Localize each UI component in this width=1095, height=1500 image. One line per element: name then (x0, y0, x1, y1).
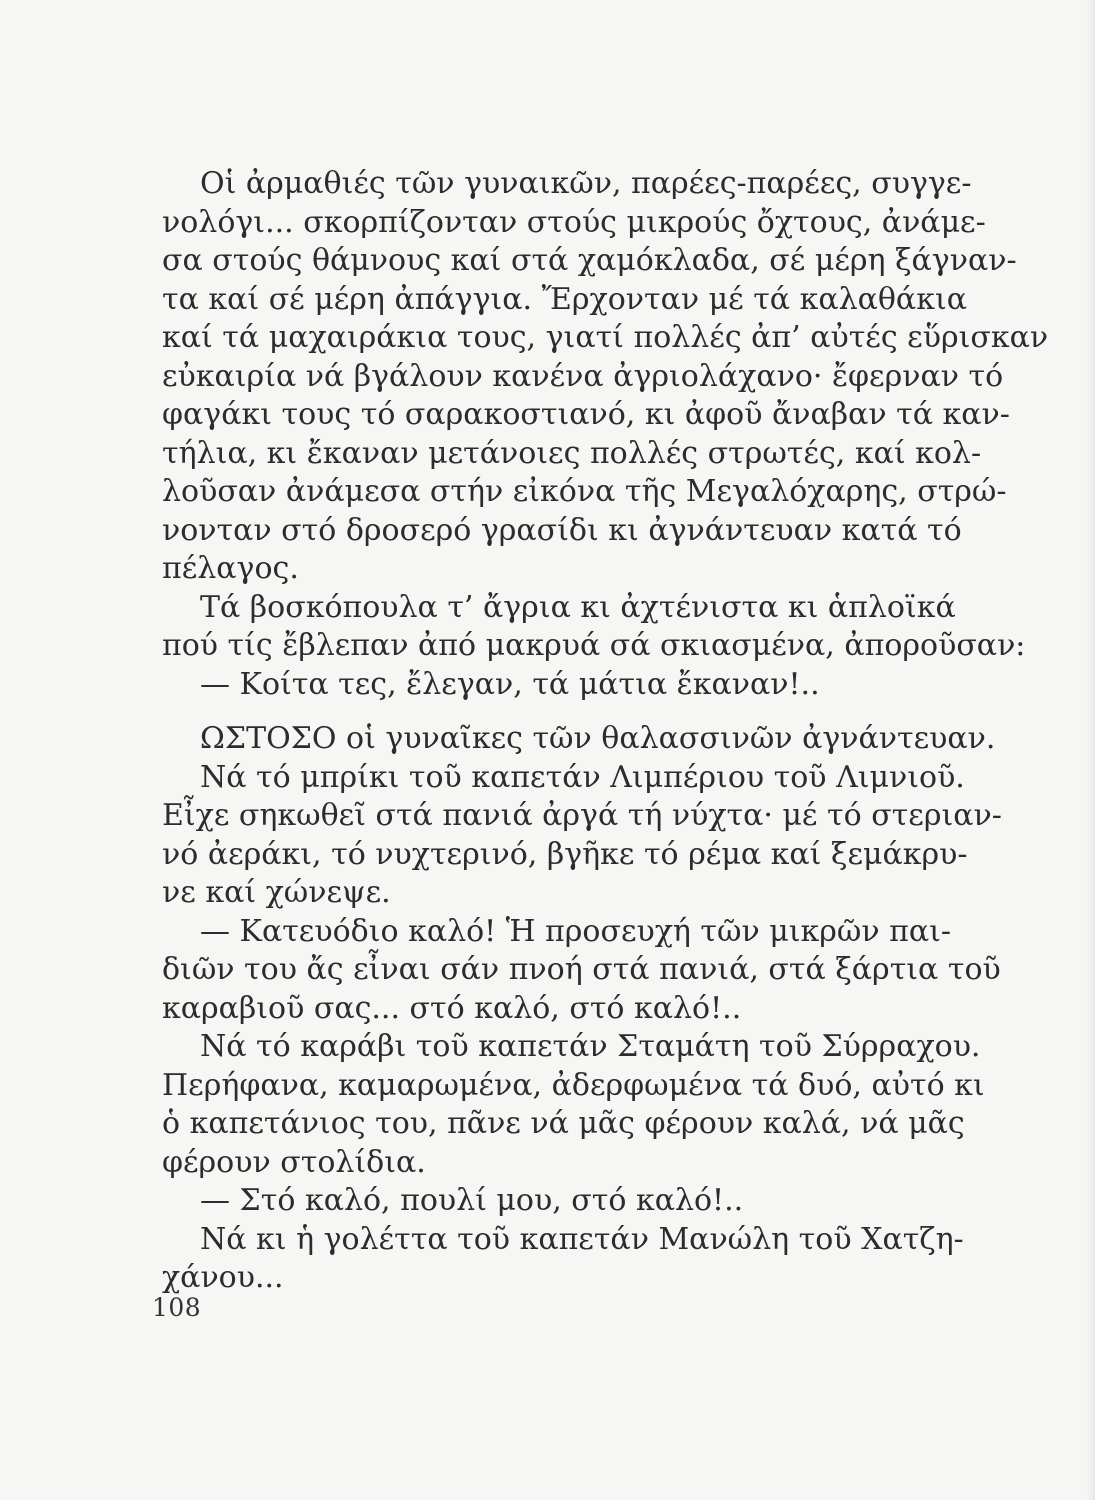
page-number: 108 (152, 1293, 202, 1322)
text-line: χάνου... (162, 1260, 284, 1295)
text-line: ὁ καπετάνιος του, πᾶνε νά μᾶς φέρουν καλά, νά μᾶς (162, 1106, 965, 1141)
text-line: Εἶχε σηκωθεῖ στά πανιά ἀργά τή νύχτα· μέ τό στεριαν- (162, 798, 1002, 833)
page-edge-shadow (1087, 0, 1095, 1500)
text-line: φαγάκι τους τό σαρακοστιανό, κι ἀφοῦ ἄναβαν τά καν- (162, 397, 1010, 432)
text-line: τήλια, κι ἔκαναν μετάνοιες πολλές στρωτές, καί κολ- (162, 435, 982, 471)
text-line: νό ἀεράκι, τό νυχτερινό, βγῆκε τό ρέμα καί ξεμάκρυ- (162, 836, 968, 872)
text-block-lower (162, 720, 1002, 1298)
text-line: πέλαγος. (162, 551, 299, 586)
text-line: νονταν στό δροσερό γρασίδι κι ἀγνάντευαν κατά τό (162, 512, 962, 548)
text-line: σα στούς θάμνους καί στά χαμόκλαδα, σέ μέρη ξάγναν- (162, 243, 1017, 278)
text-line: εὐκαιρία νά βγάλουν κανένα ἀγριολάχανο· ἔφερναν τό (162, 358, 1004, 394)
text-line: καί τά μαχαιράκια τους, γιατί πολλές ἀπ’ αὐτές εὕρισκαν (162, 320, 1049, 355)
text-block-upper (162, 165, 1049, 704)
text-line: φέρουν στολίδια. (162, 1144, 426, 1180)
text-line: Περήφανα, καμαρωμένα, ἀδερφωμένα τά δυό, αὐτό κι (162, 1067, 985, 1103)
text-line: λοῦσαν ἀνάμεσα στήν εἰκόνα τῆς Μεγαλόχαρης, στρώ- (162, 474, 1007, 509)
dialogue-line: — Κοίτα τες, ἔλεγαν, τά μάτια ἔκαναν!.. (200, 666, 820, 702)
text-line: νολόγι... σκορπίζονταν στούς μικρούς ὄχτους, ἀνάμε- (162, 204, 986, 240)
text-line: Νά κι ἡ γολέττα τοῦ καπετάν Μανώλη τοῦ Χατζη- (200, 1221, 964, 1257)
text-line: Οἱ ἀρμαθιές τῶν γυναικῶν, παρέες-παρέες, συγγε- (200, 166, 972, 201)
text-line: τα καί σέ μέρη ἀπάγγια. Ἔρχονταν μέ τά καλαθάκια (162, 281, 967, 317)
dialogue-line: — Στό καλό, πουλί μου, στό καλό!.. (200, 1183, 744, 1218)
text-line: Νά τό καράβι τοῦ καπετάν Σταμάτη τοῦ Σύρραχου. (200, 1029, 981, 1064)
dialogue-line: διῶν του ἄς εἶναι σάν πνοή στά πανιά, στά ξάρτια τοῦ (162, 952, 1001, 987)
text-line: Τά βοσκόπουλα τ’ ἄγρια κι ἀχτένιστα κι ἁπλοϊκά (200, 589, 956, 625)
dialogue-line: καραβιοῦ σας... στό καλό, στό καλό!.. (162, 990, 742, 1026)
text-line: νε καί χώνεψε. (162, 875, 391, 910)
text-line: Νά τό μπρίκι τοῦ καπετάν Λιμπέριου τοῦ Λιμνιοῦ. (200, 759, 965, 795)
text-line: πού τίς ἔβλεπαν ἀπό μακρυά σά σκιασμένα, ἀποροῦσαν: (162, 628, 1026, 663)
dialogue-line: — Κατευόδιο καλό! Ἡ προσευχή τῶν μικρῶν παι- (200, 913, 951, 949)
section-opening-line: ΩΣΤΟΣΟ οἱ γυναῖκες τῶν θαλασσινῶν ἀγνάντευαν. (200, 721, 996, 756)
